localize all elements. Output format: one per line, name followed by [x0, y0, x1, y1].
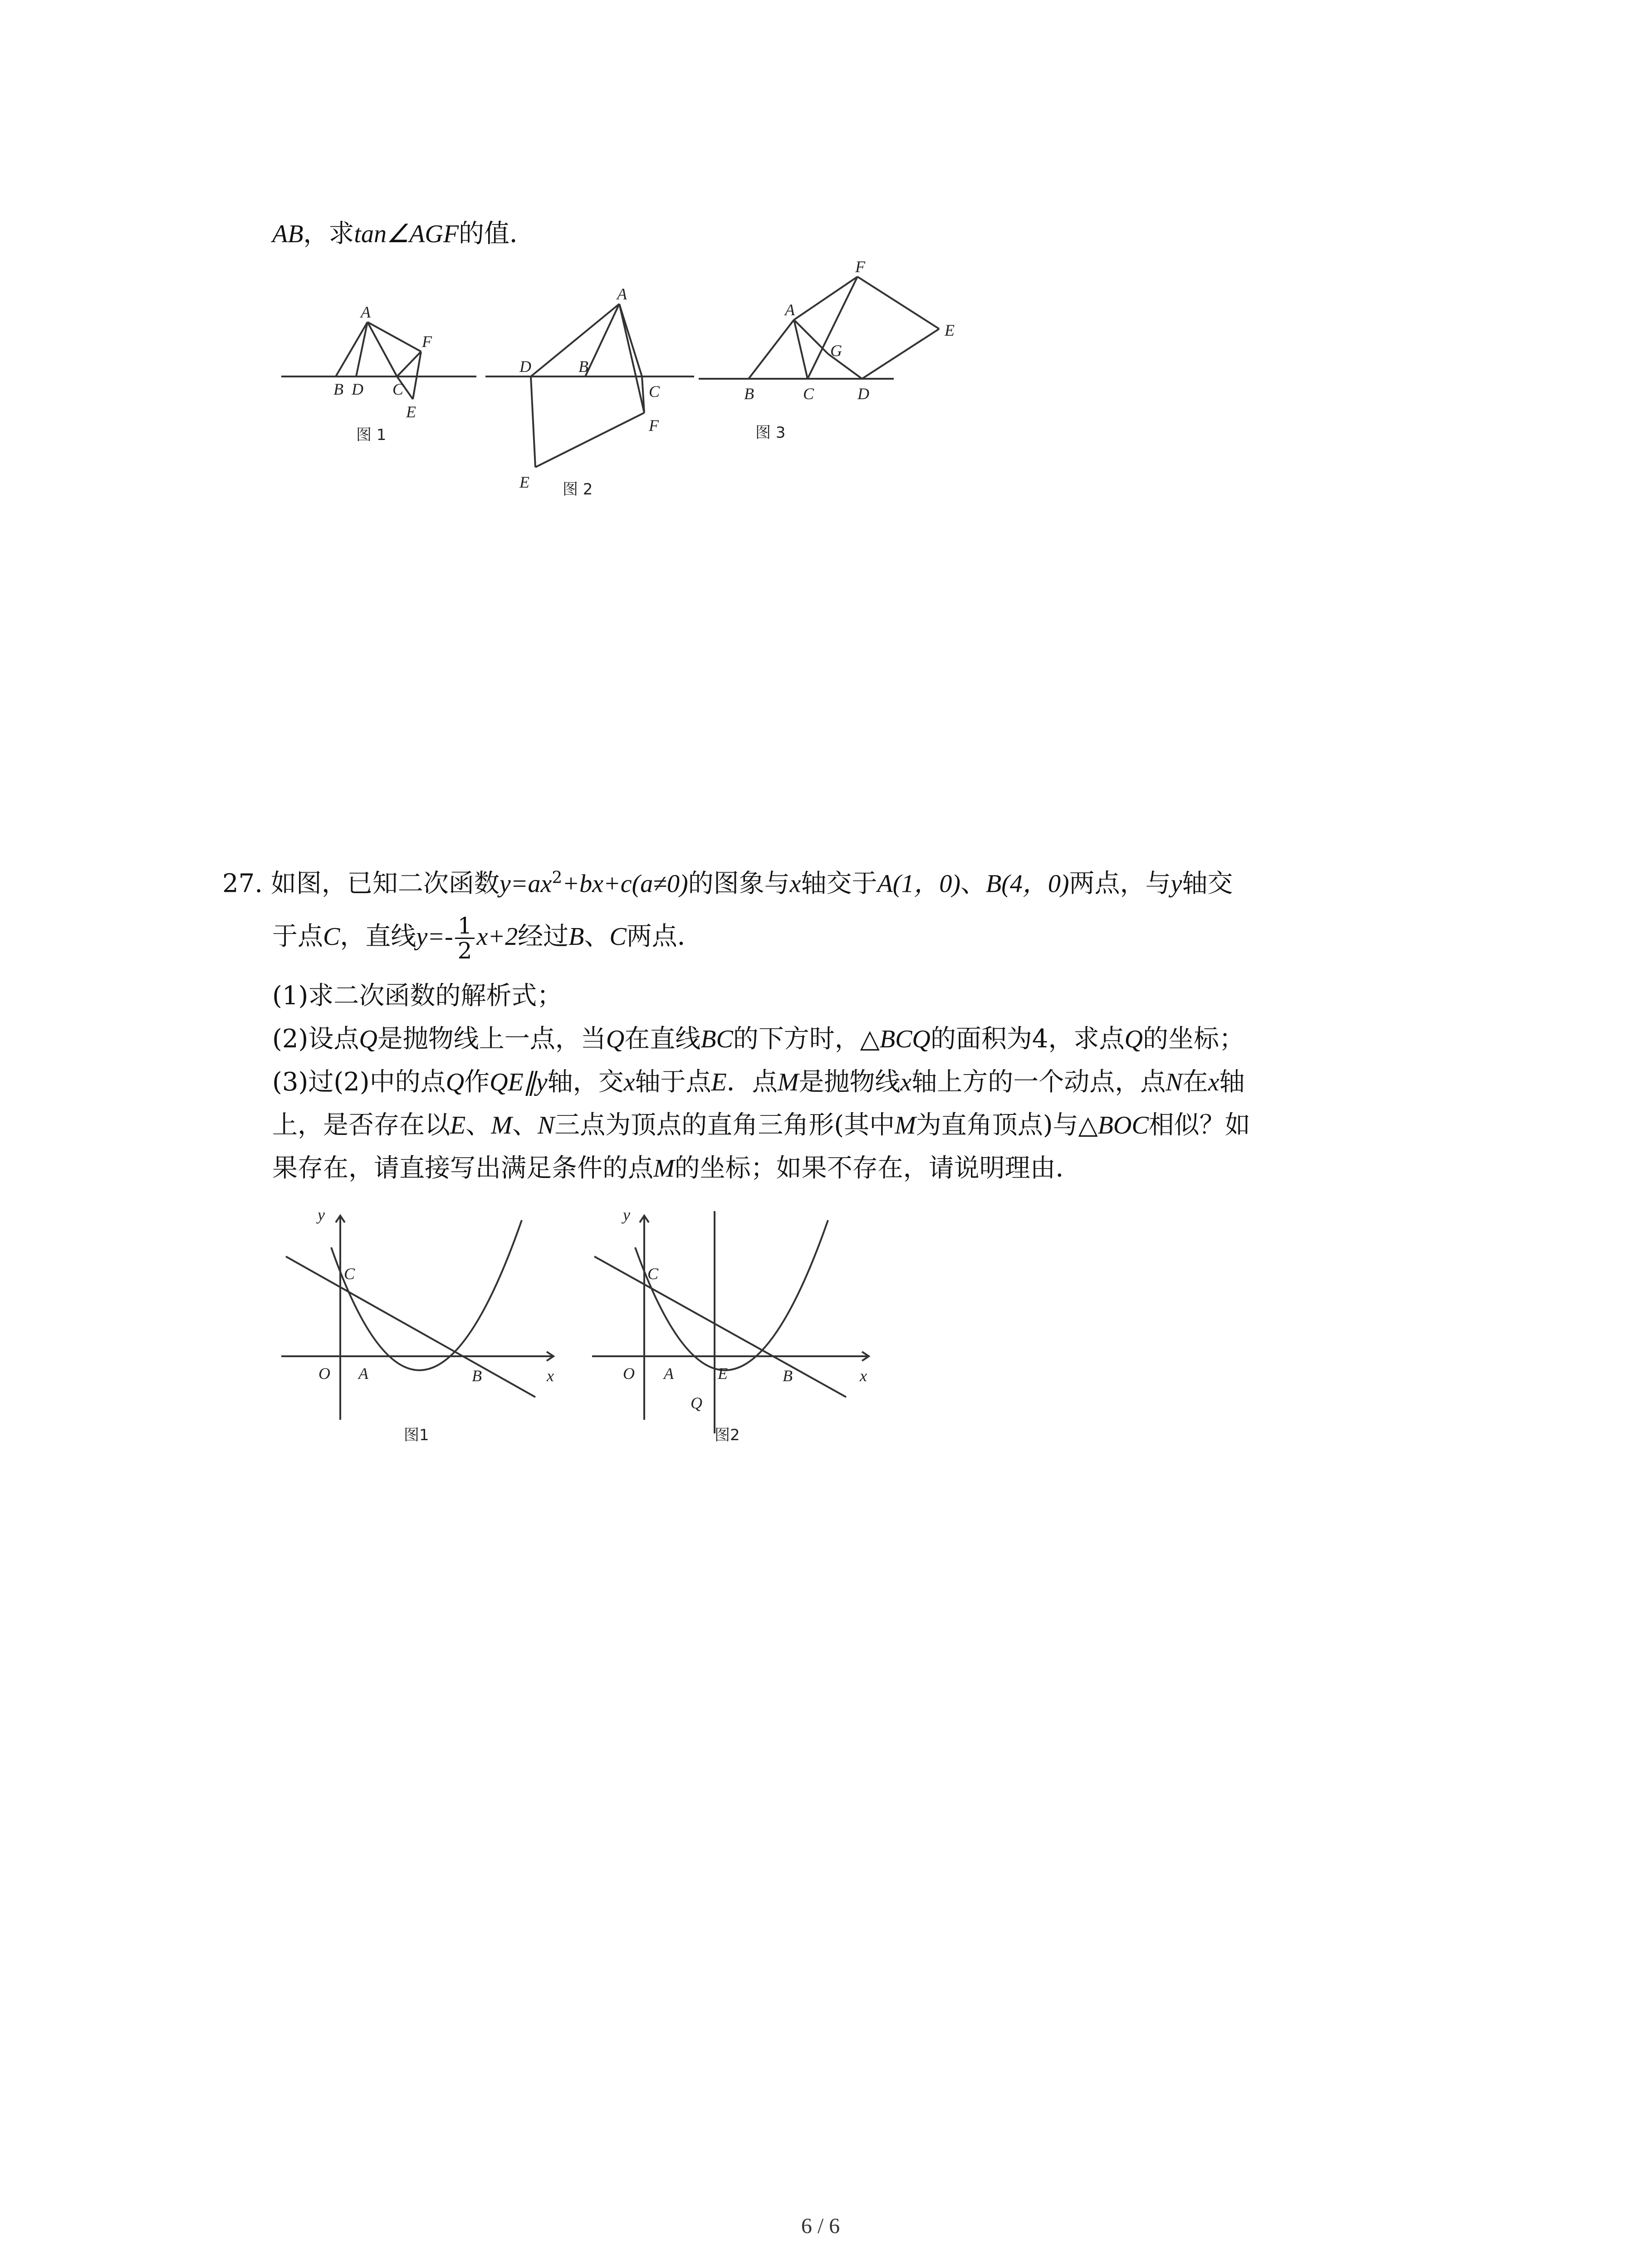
- fig1-label-f: F: [422, 332, 432, 351]
- graph2-label-x: x: [860, 1367, 867, 1385]
- fig1-label-e: E: [406, 403, 416, 421]
- graph2-label-o: O: [623, 1364, 635, 1383]
- fig1-label-c: C: [392, 380, 404, 398]
- problem-number: 27.: [222, 869, 263, 899]
- prev-question-tail: AB，求tan∠AGF的值．: [272, 219, 535, 249]
- problem-27-line-1: 27. 如图，已知二次函数$y=ax^2+bx+c(a\ne 0)$的图象与x轴交于A(1，0)、B(4，0)两点，与y轴交: [222, 869, 1233, 899]
- fig1-caption: 图 1: [356, 426, 387, 444]
- problem-27-q3-line-3: 果存在，请直接写出满足条件的点M的坐标；如果不存在，请说明理由．: [272, 1154, 1081, 1183]
- fraction-one-half: $\frac{1}{2}$: [455, 914, 475, 963]
- fig2-label-a: A: [617, 285, 627, 303]
- problem-27-q1: (1)求二次函数的解析式；: [272, 981, 563, 1011]
- fig1-label-d: D: [352, 380, 363, 398]
- problem-27-q3-line-1: (3)过(2)中的点Q作QE∥y轴，交x轴于点E．点M是抛物线x轴上方的一个动点，点N在x轴: [272, 1067, 1245, 1097]
- geometry-figure-1: [277, 295, 485, 485]
- problem-27-q3-line-2: 上，是否存在以E、M、N三点为顶点的直角三角形(其中M为直角顶点)与△BOC相似？如: [272, 1110, 1250, 1140]
- fig2-label-f: F: [649, 416, 659, 435]
- parabola-figure-1: [272, 1207, 581, 1461]
- fig2-label-b: B: [578, 357, 588, 376]
- graph2-label-e: E: [718, 1364, 728, 1383]
- graph1-caption: 图1: [404, 1426, 429, 1444]
- tan-expression: tan∠AGF: [354, 220, 459, 248]
- graph2-label-c: C: [647, 1265, 659, 1283]
- fig2-label-d: D: [519, 357, 531, 376]
- graph1-label-c: C: [344, 1265, 355, 1283]
- geometry-figure-3: [694, 254, 985, 445]
- graph1-label-y: y: [318, 1206, 325, 1224]
- fig3-label-g: G: [830, 342, 842, 360]
- page-number: 6 / 6: [801, 2214, 840, 2238]
- fig3-label-a: A: [785, 301, 795, 319]
- fig3-label-f: F: [855, 258, 865, 276]
- problem-27-line-2: 于点C，直线y=- $\frac{1}{2}$ x+2经过B、C两点．: [272, 913, 703, 964]
- graph1-label-x: x: [547, 1367, 554, 1385]
- fig2-label-c: C: [649, 382, 660, 401]
- graph1-label-a: A: [358, 1364, 368, 1383]
- graph2-label-y: y: [623, 1206, 630, 1224]
- geometry-figure-2: [481, 277, 717, 513]
- fig3-caption: 图 3: [755, 424, 786, 442]
- fig3-label-d: D: [857, 385, 869, 403]
- graph1-label-b: B: [472, 1367, 482, 1385]
- fig2-caption: 图 2: [563, 480, 593, 499]
- graph2-label-a: A: [664, 1364, 674, 1383]
- graph2-caption: 图2: [715, 1426, 740, 1444]
- fig3-label-b: B: [744, 385, 754, 403]
- fig1-label-a: A: [361, 303, 371, 321]
- graph2-label-q: Q: [691, 1394, 702, 1412]
- graph1-label-o: O: [318, 1364, 330, 1383]
- fig3-label-e: E: [945, 321, 955, 339]
- problem-27-q2: (2)设点Q是抛物线上一点，当Q在直线BC的下方时，△BCQ的面积为4，求点Q的坐标；: [272, 1024, 1244, 1054]
- graph2-label-b: B: [783, 1367, 793, 1385]
- fig3-label-c: C: [803, 385, 814, 403]
- fig1-label-b: B: [333, 380, 343, 398]
- parabola-figure-2: [583, 1207, 892, 1461]
- segment-ab: AB: [272, 220, 304, 248]
- fig2-label-e: E: [519, 473, 529, 491]
